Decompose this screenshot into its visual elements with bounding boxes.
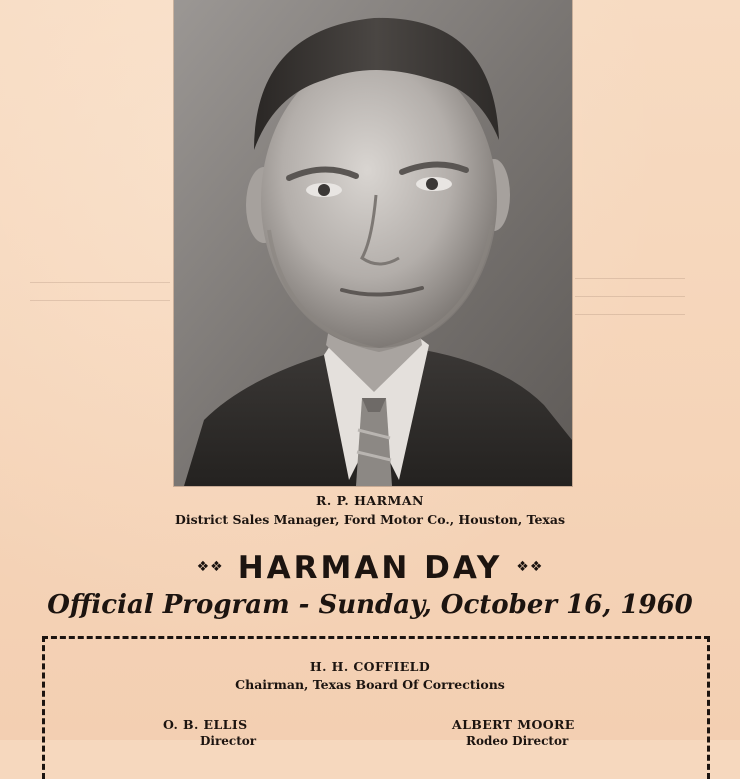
portrait-photo bbox=[174, 0, 572, 486]
chairman-name: H. H. COFFIELD bbox=[309, 659, 431, 674]
bleed-through-rule bbox=[30, 282, 170, 283]
event-title: HARMAN DAY bbox=[237, 550, 503, 586]
ornament-left-icon: ❖❖ bbox=[196, 558, 224, 575]
director-title: Director bbox=[200, 734, 257, 748]
bleed-through-rule bbox=[575, 278, 685, 279]
portrait-illustration bbox=[174, 0, 572, 486]
ornament-right-icon: ❖❖ bbox=[516, 558, 544, 575]
photo-caption-name: R. P. HARMAN bbox=[316, 493, 424, 508]
photo-caption-title: District Sales Manager, Ford Motor Co., Houston, Texas bbox=[174, 512, 566, 527]
program-subtitle: Official Program - Sunday, October 16, 1960 bbox=[47, 590, 693, 620]
director-name: O. B. ELLIS bbox=[163, 717, 248, 732]
bleed-through-rule bbox=[575, 296, 685, 297]
rodeo-director-title: Rodeo Director bbox=[466, 734, 569, 748]
bleed-through-rule bbox=[30, 300, 170, 301]
rodeo-director-name: ALBERT MOORE bbox=[452, 717, 575, 732]
chairman-title: Chairman, Texas Board Of Corrections bbox=[235, 677, 505, 692]
officials-box-border bbox=[42, 636, 710, 779]
event-banner bbox=[0, 550, 740, 586]
bleed-through-rule bbox=[575, 314, 685, 315]
